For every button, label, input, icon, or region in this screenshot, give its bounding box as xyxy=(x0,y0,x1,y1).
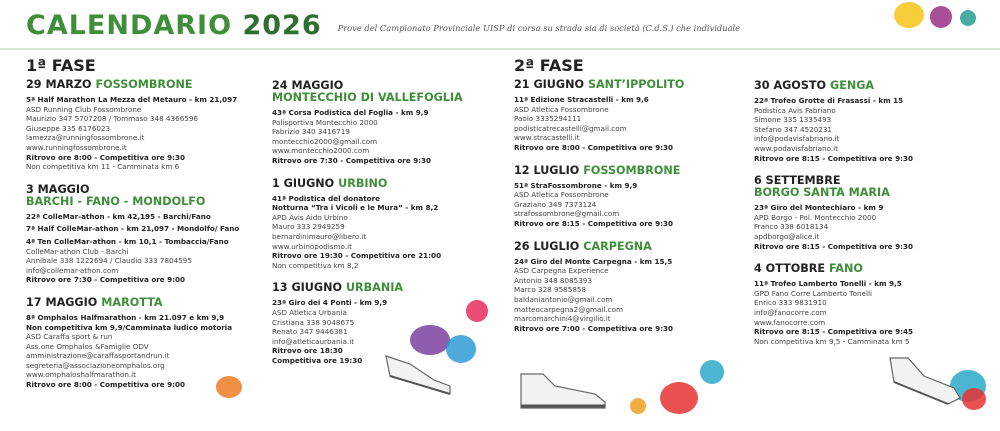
event-detail: Ass.one Omphalos &Famiglie ODV xyxy=(26,341,149,351)
event-detail: Polisportiva Montecchio 2000 xyxy=(272,117,378,127)
event-location: BORGO SANTA MARIA xyxy=(754,186,890,200)
event-detail: Simone 335 1335493 xyxy=(754,115,832,125)
event-detail-bold: Ritrovo ore 8:00 - Competitiva ore 9:00 xyxy=(26,380,186,390)
event-detail: lamezza@runningfossombrone.it xyxy=(26,133,145,143)
event-detail: Cristiana 338 9048675 xyxy=(272,317,355,327)
event-detail-bold: 5ª Half Marathon La Mezza del Metauro - km 21,097 xyxy=(26,95,238,104)
event-date: 24 MAGGIO xyxy=(272,79,344,92)
race-event xyxy=(272,282,497,373)
event-detail: Renato 347 9446381 xyxy=(272,327,348,337)
race-event xyxy=(272,178,497,279)
event-date-heading xyxy=(26,79,251,91)
paint-splash-decoration xyxy=(894,2,924,28)
event-detail-bold: Ritrovo ore 18:30 xyxy=(272,346,343,356)
paint-splash-decoration xyxy=(700,360,724,384)
event-date-heading xyxy=(272,282,497,294)
event-detail: www.urbinopodismo.it xyxy=(272,241,352,251)
event-location: SANT’IPPOLITO xyxy=(587,78,685,91)
event-location: GENGA xyxy=(830,79,875,92)
event-detail: Podistica Avis Fabriano xyxy=(754,105,836,115)
column-2 xyxy=(272,80,497,377)
event-detail-bold: 7ª Half ColleMar-athon - km 21,097 - Mondolfo/ Fano xyxy=(26,224,240,234)
event-date-heading xyxy=(272,178,497,190)
event-date-heading xyxy=(26,184,251,208)
event-detail-bold: Notturna “Tra i Vicoli e le Mura” - km 8,2 xyxy=(272,203,439,213)
event-detail: www.montecchio2000.com xyxy=(272,146,370,156)
phase-title: 2ª FASE xyxy=(514,56,584,75)
event-date: 17 MAGGIO xyxy=(26,295,98,309)
race-event xyxy=(514,165,739,237)
event-date-heading xyxy=(26,297,251,309)
event-detail: podisticatrecastelli@gmail.com xyxy=(514,123,627,133)
column-1 xyxy=(26,56,251,402)
event-location: FOSSOMBRONE xyxy=(583,163,681,177)
event-detail: info@podavisfabriano.it xyxy=(754,134,840,144)
race-event xyxy=(754,80,979,171)
event-detail: Maurizio 347 5707208 / Tommaso 348 4366596 xyxy=(26,114,198,124)
race-event xyxy=(754,263,979,354)
paint-splash-decoration xyxy=(960,10,976,26)
event-date: 13 GIUGNO xyxy=(272,281,342,295)
event-detail: Antonio 348 8085393 xyxy=(514,275,592,285)
column-3 xyxy=(514,56,739,345)
event-location: CARPEGNA xyxy=(583,239,652,253)
event-date-heading xyxy=(514,241,739,253)
event-detail: www.stracastelli.it xyxy=(514,133,580,143)
event-detail-bold: 23ª Giro del Montechiaro - km 9 xyxy=(754,203,884,213)
event-detail: ASD Running Club Fossombrone xyxy=(26,104,142,114)
race-event xyxy=(754,175,979,259)
event-detail-bold: 8ª Omphalos Halfmarathon - km 21.097 e km 9,9 xyxy=(26,312,225,322)
event-detail: Mauro 333 2949259 xyxy=(272,222,345,232)
event-date-heading xyxy=(272,80,497,104)
event-detail: info@fanocorre.com xyxy=(754,307,827,317)
event-detail: www.runningfossombrone.it xyxy=(26,142,127,152)
event-date: 29 MARZO xyxy=(26,78,92,91)
header xyxy=(26,10,740,50)
event-detail: Graziano 349 7373124 xyxy=(514,199,597,209)
event-detail: Annibale 338 1222694 / Claudio 333 7804595 xyxy=(26,256,192,266)
event-date-heading xyxy=(514,165,739,177)
event-date-heading xyxy=(754,263,979,275)
race-event xyxy=(514,79,739,161)
event-detail: Paolo 3335294111 xyxy=(514,114,582,124)
event-detail: segreteria@associazioneomphalos.org xyxy=(26,360,165,370)
event-detail-bold: Ritrovo ore 19:30 - Competitiva ore 21:00 xyxy=(272,251,442,261)
title-year: 2026 xyxy=(242,10,322,41)
event-detail-bold: 4ª Ten ColleMar-athon - km 10,1 - Tombaccia/Fano xyxy=(26,236,229,246)
event-location: FOSSOMBRONE xyxy=(95,78,193,91)
event-detail: baldaniantonio@gmail.com xyxy=(514,294,613,304)
event-date-heading xyxy=(514,79,739,91)
event-detail: APD Avis Aido Urbino xyxy=(272,212,348,222)
event-detail: ASD Atletica Fossombrone xyxy=(514,104,609,114)
event-detail: bernardinimauro@libero.it xyxy=(272,231,367,241)
event-detail: ASD Carpegna Experience xyxy=(514,266,609,276)
race-event xyxy=(26,184,251,293)
event-date: 6 SETTEMBRE xyxy=(754,174,841,188)
event-detail-bold: Ritrovo ore 7:30 - Competitiva ore 9:00 xyxy=(26,275,186,285)
event-detail: matteocarpegna2@gmail.com xyxy=(514,304,624,314)
event-detail: amministrazione@caraffasportandrun.it xyxy=(26,351,170,361)
page-title: CALENDARIO 2026 xyxy=(26,10,322,41)
paint-splash-decoration xyxy=(962,388,986,410)
event-detail-bold: 11ª Edizione Stracastelli - km 9,6 xyxy=(514,95,649,104)
event-detail-bold: 51ª StraFossombrone - km 9,9 xyxy=(514,180,638,190)
event-detail-bold: 23ª Giro dei 4 Ponti - km 9,9 xyxy=(272,298,388,308)
event-date: 4 OTTOBRE xyxy=(754,262,826,276)
event-detail-bold: 22ª ColleMar-athon - km 42,195 - Barchi/Fano xyxy=(26,211,211,221)
column-4 xyxy=(754,80,979,358)
event-detail: www.podavisfabriano.it xyxy=(754,143,838,153)
event-date: 1 GIUGNO xyxy=(272,176,335,190)
event-detail-bold: 43ª Corsa Podistica del Foglia - km 9,9 xyxy=(272,108,429,117)
event-detail: montecchio2000@gmail.com xyxy=(272,136,378,146)
event-detail-bold: Ritrovo ore 8:15 - Competitiva ore 9:30 xyxy=(514,218,674,228)
event-detail: ASD Atletica Fossombrone xyxy=(514,190,609,200)
event-detail: ColleMar-athon Club - Barchi xyxy=(26,246,129,256)
event-detail-bold: 41ª Podistica del donatore xyxy=(272,193,380,203)
event-detail: Non competitiva km 8,2 xyxy=(272,260,359,270)
event-detail-bold: Non competitiva km 9,9/Camminata ludico motoria xyxy=(26,322,233,332)
event-location: MONTECCHIO DI VALLEFOGLIA xyxy=(272,91,463,104)
race-event xyxy=(26,297,251,398)
race-event xyxy=(26,79,251,180)
event-detail: apdborgo@alice.it xyxy=(754,231,820,241)
event-detail-bold: 22ª Trofeo Grotte di Frasassi - km 15 xyxy=(754,96,904,105)
event-detail: info@collemar-athon.com xyxy=(26,265,119,275)
running-shoe-icon xyxy=(515,368,610,413)
event-detail-bold: Ritrovo ore 8:00 - Competitiva ore 9:30 xyxy=(514,142,674,152)
event-detail: Fabrizio 340 3416719 xyxy=(272,127,350,137)
event-detail-bold: Competitiva ore 19:30 xyxy=(272,355,363,365)
event-date: 30 AGOSTO xyxy=(754,79,827,92)
event-detail-bold: Ritrovo ore 8:00 - Competitiva ore 9:30 xyxy=(26,152,186,162)
event-date: 21 GIUGNO xyxy=(514,78,584,91)
event-detail-bold: 11ª Trofeo Lamberto Tonelli - km 9,5 xyxy=(754,279,902,289)
running-shoe-icon xyxy=(884,352,964,412)
event-location: URBANIA xyxy=(345,281,404,295)
event-detail: Giuseppe 335 6176023 xyxy=(26,123,111,133)
event-location: URBINO xyxy=(338,176,388,190)
paint-splash-decoration xyxy=(630,398,646,414)
event-detail-bold: 24ª Giro del Monte Carpegna - km 15,5 xyxy=(514,256,673,266)
event-detail-bold: Ritrovo ore 7:00 - Competitiva ore 9:30 xyxy=(514,323,674,333)
event-date-heading xyxy=(754,175,979,199)
event-detail: Franco 338 6018134 xyxy=(754,222,829,232)
event-detail: Non competitiva km 9,5 - Camminata km 5 xyxy=(754,336,910,346)
event-detail-bold: Ritrovo ore 8:15 - Competitiva ore 9:30 xyxy=(754,241,914,251)
event-detail: APD Borgo - Pol. Montecchio 2000 xyxy=(754,212,877,222)
event-detail: www.omphaloshalfmarathon.it xyxy=(26,370,136,380)
event-detail: ASD Atletica Urbania xyxy=(272,307,347,317)
event-location: FANO xyxy=(829,262,863,276)
event-detail-bold: Ritrovo ore 8:15 - Competitiva ore 9:30 xyxy=(754,153,914,163)
event-date: 3 MAGGIO xyxy=(26,182,90,196)
event-detail-bold: Ritrovo ore 8:15 - Competitiva ore 9:45 xyxy=(754,327,914,337)
event-detail: www.fanocorre.com xyxy=(754,317,826,327)
race-event xyxy=(514,241,739,342)
event-detail: marcomarchini4@virgilio.it xyxy=(514,314,611,324)
phase-title: 1ª FASE xyxy=(26,56,96,75)
event-detail: GPD Fano Corre Lamberto Tonelli xyxy=(754,288,872,298)
paint-splash-decoration xyxy=(930,6,952,28)
event-date: 12 LUGLIO xyxy=(514,163,580,177)
paint-splash-decoration xyxy=(660,382,698,414)
event-location: MAROTTA xyxy=(101,295,163,309)
event-detail: Stefano 347 4520231 xyxy=(754,124,832,134)
event-detail: ASD Caraffa sport & run xyxy=(26,332,113,342)
event-detail: strafossombrone@gmail.com xyxy=(514,209,620,219)
event-detail: info@atleticaurbania.it xyxy=(272,336,355,346)
race-event xyxy=(272,80,497,174)
event-location: BARCHI - FANO - MONDOLFO xyxy=(26,194,206,208)
event-detail: Non competitiva km 11 - Camminata km 6 xyxy=(26,162,180,172)
event-detail-bold: Ritrovo ore 7:30 - Competitiva ore 9:30 xyxy=(272,155,432,165)
event-detail: Enrico 333 9831910 xyxy=(754,298,827,308)
event-detail: Marco 328 9585858 xyxy=(514,285,587,295)
event-date-heading xyxy=(754,80,979,92)
page-subtitle: Prove del Campionato Provinciale UISP di corsa su strada sia di società (C.d.S.) che individuale xyxy=(337,23,741,33)
header-divider xyxy=(0,48,1000,50)
event-date: 26 LUGLIO xyxy=(514,239,580,253)
